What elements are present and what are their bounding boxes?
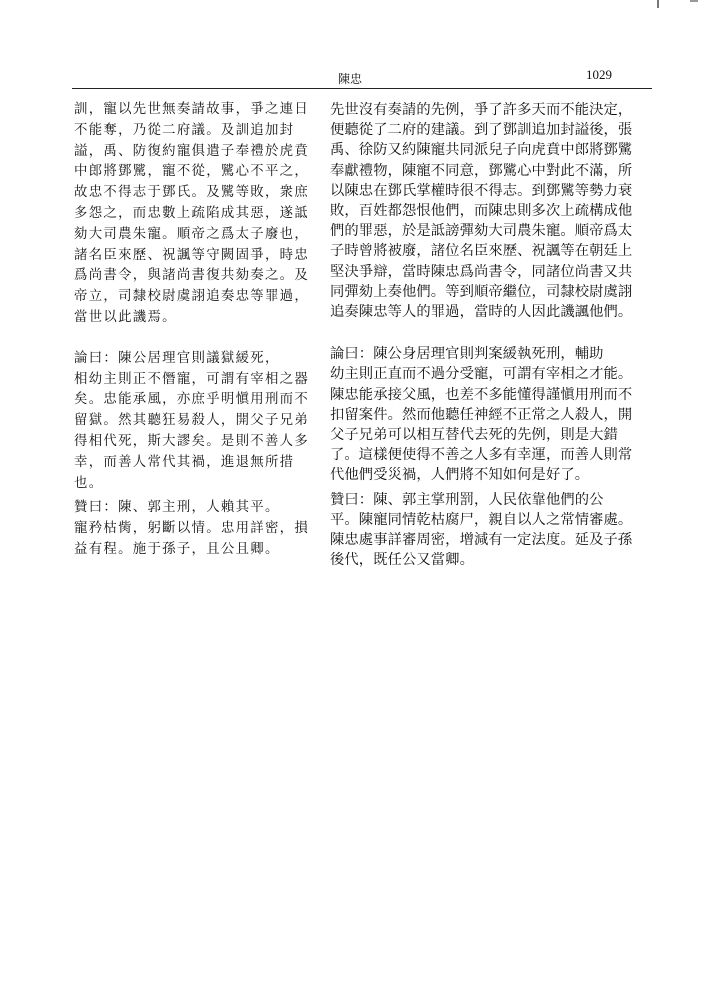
text-line: 論曰：陳公身居理官則判案緩執死刑，輔助 [330,346,604,363]
text-line: 得相代死，斯大謬矣。是則不善人多 [74,433,310,449]
text-line: 禹、徐防又約陳寵共同派兒子向虎賁中郎將鄧騭 [330,142,633,159]
text-line: 後代，既任公又當卿。 [330,552,474,569]
text-line: 子時曾將被廢，諸位名臣來歷、祝諷等在朝廷上 [330,243,633,260]
text-line: 幼主則正直而不過分受寵，可謂有宰相之才能。 [330,366,633,383]
text-line: 諸名臣來歷、祝諷等守闕固爭，時忠 [74,247,310,263]
translation-commentary-paragraph [330,344,646,485]
text-line: 贊曰：陳、郭主掌刑罰，人民依靠他們的公 [330,491,604,508]
text-line: 奉獻禮物，陳寵不同意，鄧騭心中對此不滿，所 [330,162,633,179]
text-line: 相幼主則正不僭寵，可謂有宰相之器 [74,371,310,387]
text-line: 益有程。施于孫子，且公且卿。 [74,541,280,557]
scan-edge-mark [657,0,659,8]
text-line: 先世沒有奏請的先例，爭了許多天而不能決定， [330,102,633,118]
scan-edge-mark [690,0,698,2]
running-header-title: 陳忠 [338,72,363,86]
classical-eulogy-paragraph [74,498,310,560]
text-line: 敗，百姓都怨恨他們，而陳忠則多次上疏構成他 [330,203,633,220]
classical-narrative-paragraph [74,100,310,329]
page-number: 1029 [586,67,612,82]
text-line: 陳忠能承接父風，也差不多能懂得謹愼用刑而不 [330,386,633,403]
text-line: 以陳忠在鄧氏掌權時很不得志。到鄧騭等勢力衰 [330,182,633,199]
text-line: 贊曰：陳、郭主刑，人賴其平。 [74,500,280,516]
text-line: 留獄。然其聽狂易殺人，開父子兄弟 [74,413,310,429]
text-line: 矣。忠能承風，亦庶乎明愼用刑而不 [74,392,310,408]
text-line: 也。 [74,475,104,491]
text-line: 帝立，司隸校尉虞詡追奏忠等罪過， [74,289,310,305]
text-line: 們的罪惡，於是詆謗彈劾大司農朱寵。順帝爲太 [330,223,633,240]
header-rule [72,88,652,89]
text-line: 了。這樣便使得不善之人多有幸運，而善人則常 [330,447,633,464]
translation-narrative-paragraph [330,100,646,322]
translation-eulogy-paragraph [330,490,646,571]
text-line: 爲尚書令，與諸尚書復共劾奏之。及 [74,268,310,284]
text-line: 多怨之，而忠數上疏陷成其惡，遂詆 [74,205,310,221]
text-line: 當世以此譏焉。 [74,309,177,325]
text-line: 論曰：陳公居理官則議獄緩死， [74,350,280,366]
text-line: 追奏陳忠等人的罪過，當時的人因此譏諷他們。 [330,304,633,321]
text-line: 劾大司農朱寵。順帝之爲太子廢也， [74,226,310,242]
text-line: 同彈劾上奏他們。等到順帝繼位，司隸校尉虞詡 [330,283,633,300]
text-line: 謚，禹、防復約寵俱遣子奉禮於虎賁 [74,143,310,159]
text-line: 平。陳寵同情乾枯腐尸，親自以人之常情審處。 [330,511,633,528]
text-line: 幸，而善人常代其禍，進退無所措 [74,454,295,470]
text-line: 扣留案件。然而他聽任神經不正常之人殺人，開 [330,406,633,423]
paragraph-gap [330,322,646,344]
text-line: 父子兄弟可以相互替代去死的先例，則是大錯 [330,427,618,444]
classical-text-column [74,100,310,561]
text-line: 訓，寵以先世無奏請故事，爭之連日 [74,102,310,117]
text-line: 不能奪，乃從二府議。及訓追加封 [74,122,295,138]
paragraph-gap [74,329,310,349]
text-line: 故忠不得志于鄧氏。及騭等敗，衆庶 [74,185,310,201]
text-line: 陳忠處事詳審周密，增減有一定法度。延及子孫 [330,532,633,549]
translation-text-column [330,100,646,570]
classical-commentary-paragraph [74,349,310,495]
text-line: 代他們受災禍，人們將不知如何是好了。 [330,467,590,484]
text-line: 堅決爭辯，當時陳忠爲尚書令，同諸位尚書又共 [330,263,633,280]
text-line: 寵矜枯胔，躬斷以情。忠用詳密，損 [74,521,310,537]
text-line: 便聽從了二府的建議。到了鄧訓追加封謚後，張 [330,122,633,139]
text-line: 中郎將鄧騭，寵不從，騭心不平之， [74,164,310,180]
